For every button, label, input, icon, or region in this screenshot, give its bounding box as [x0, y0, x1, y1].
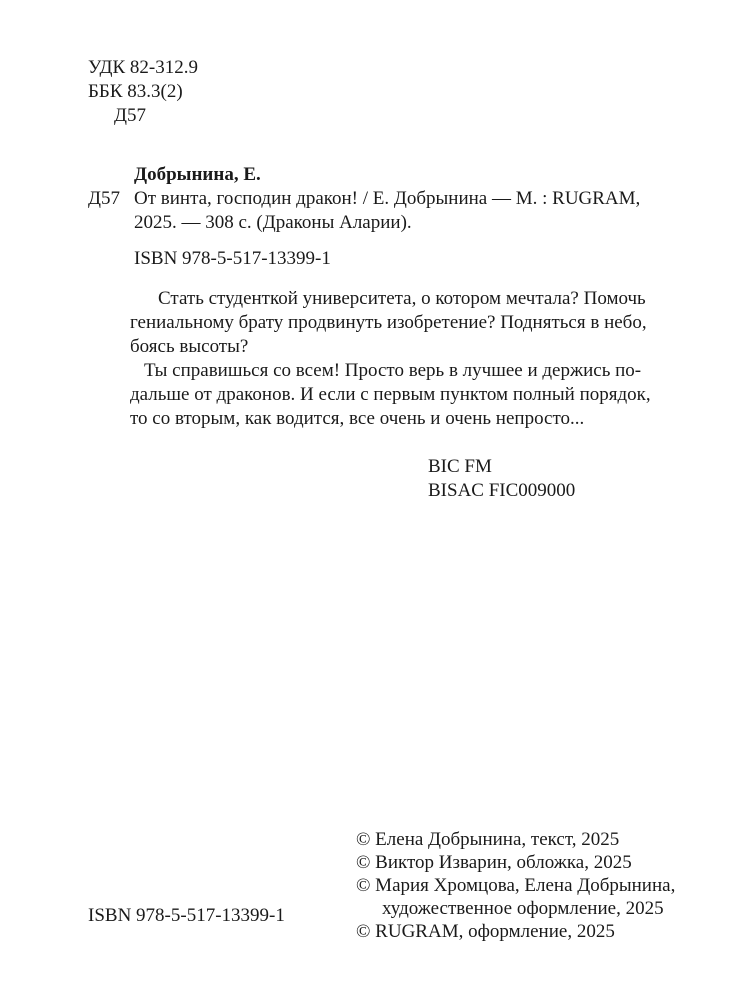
isbn-footer: ISBN 978-5-517-13399-1: [88, 905, 285, 926]
copyright-line: © Виктор Изварин, обложка, 2025: [356, 852, 632, 873]
bic-code: BIC FM: [428, 456, 492, 477]
annotation-line: Стать студенткой университета, о котором мечтала? Помочь: [158, 288, 646, 309]
annotation-line: Ты справишься со всем! Просто верь в лучшее и держись по-: [144, 360, 642, 381]
annotation-line: боясь высоты?: [130, 336, 249, 357]
annotation-line: дальше от драконов. И если с первым пунктом полный порядок,: [130, 384, 651, 405]
annotation-line: гениальному брату продвинуть изобретение? Подняться в небо,: [130, 312, 647, 333]
copyright-line: художественное оформление, 2025: [382, 898, 664, 919]
udk-code: УДК 82-312.9: [88, 57, 198, 78]
bibliographic-line-2: 2025. — 308 с. (Драконы Аларии).: [134, 212, 412, 233]
bibliographic-line-1: От винта, господин дракон! / Е. Добрынина — М. : RUGRAM,: [134, 188, 641, 209]
isbn-entry: ISBN 978-5-517-13399-1: [134, 248, 331, 269]
author-mark-top: Д57: [114, 105, 146, 126]
author-mark-entry: Д57: [88, 188, 120, 209]
copyright-line: © Елена Добрынина, текст, 2025: [356, 829, 620, 850]
annotation-paragraph-1: [88, 287, 647, 359]
copyright-block: [356, 828, 675, 943]
annotation-paragraph-2: [88, 359, 651, 431]
bbk-code: ББК 83.3(2): [88, 81, 183, 102]
author-name: Добрынина, Е.: [134, 164, 261, 185]
bisac-code: BISAC FIC009000: [428, 480, 576, 501]
annotation-line: то со вторым, как водится, все очень и очень непросто...: [130, 408, 585, 429]
copyright-line: © RUGRAM, оформление, 2025: [356, 921, 615, 942]
copyright-line: © Мария Хромцова, Елена Добрынина,: [356, 875, 676, 896]
